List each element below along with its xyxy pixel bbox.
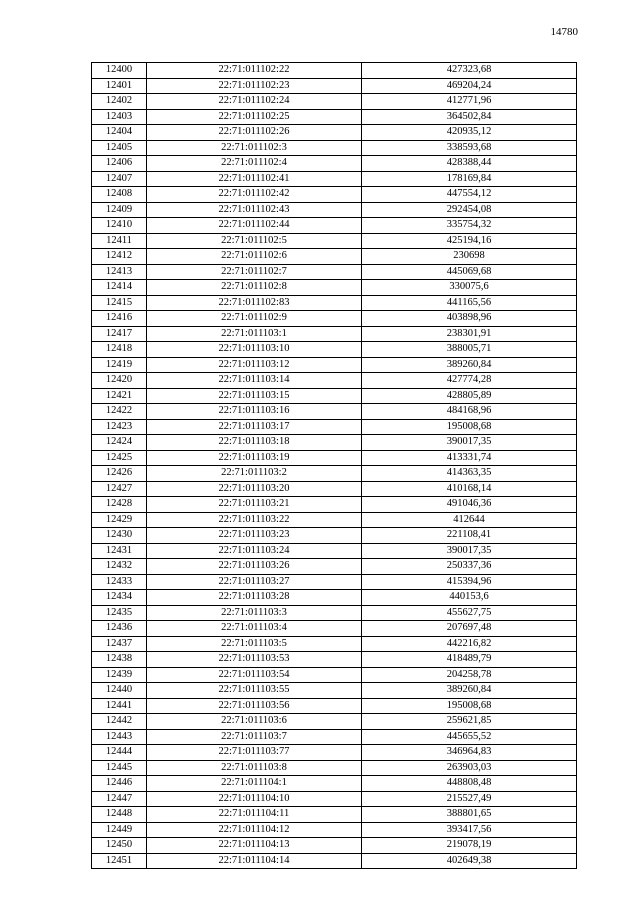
value-cell: 403898,96 [362,311,577,327]
cadastral-number-cell: 22:71:011103:56 [147,698,362,714]
value-cell: 428805,89 [362,388,577,404]
value-cell: 292454,08 [362,202,577,218]
value-cell: 425194,16 [362,233,577,249]
row-number-cell: 12441 [92,698,147,714]
cadastral-number-cell: 22:71:011103:7 [147,729,362,745]
value-cell: 447554,12 [362,187,577,203]
cadastral-number-cell: 22:71:011102:4 [147,156,362,172]
value-cell: 420935,12 [362,125,577,141]
table-row [92,156,577,172]
row-number-cell: 12444 [92,745,147,761]
cadastral-number-cell: 22:71:011104:10 [147,791,362,807]
cadastral-number-cell: 22:71:011103:3 [147,605,362,621]
cadastral-number-cell: 22:71:011102:43 [147,202,362,218]
cadastral-number-cell: 22:71:011102:8 [147,280,362,296]
row-number-cell: 12416 [92,311,147,327]
row-number-cell: 12428 [92,497,147,513]
table-row [92,295,577,311]
cadastral-number-cell: 22:71:011103:8 [147,760,362,776]
value-cell: 389260,84 [362,683,577,699]
cadastral-number-cell: 22:71:011103:17 [147,419,362,435]
table-row [92,698,577,714]
value-cell: 207697,48 [362,621,577,637]
row-number-cell: 12401 [92,78,147,94]
value-cell: 413331,74 [362,450,577,466]
cadastral-number-cell: 22:71:011104:1 [147,776,362,792]
cadastral-number-cell: 22:71:011103:15 [147,388,362,404]
cadastral-number-cell: 22:71:011104:13 [147,838,362,854]
value-cell: 455627,75 [362,605,577,621]
table-row [92,435,577,451]
table-row [92,807,577,823]
row-number-cell: 12406 [92,156,147,172]
value-cell: 393417,56 [362,822,577,838]
cadastral-number-cell: 22:71:011103:18 [147,435,362,451]
row-number-cell: 12443 [92,729,147,745]
table-row [92,326,577,342]
row-number-cell: 12429 [92,512,147,528]
table-row [92,729,577,745]
table-row [92,714,577,730]
page-number: 14780 [550,26,578,38]
value-cell: 415394,96 [362,574,577,590]
row-number-cell: 12448 [92,807,147,823]
row-number-cell: 12421 [92,388,147,404]
value-cell: 338593,68 [362,140,577,156]
table-row [92,512,577,528]
table-row [92,853,577,869]
row-number-cell: 12412 [92,249,147,265]
cadastral-number-cell: 22:71:011103:23 [147,528,362,544]
table-row [92,667,577,683]
row-number-cell: 12445 [92,760,147,776]
table-row [92,280,577,296]
table-row [92,249,577,265]
value-cell: 440153,6 [362,590,577,606]
table-row [92,574,577,590]
table-row [92,171,577,187]
table-row [92,404,577,420]
row-number-cell: 12418 [92,342,147,358]
value-cell: 230698 [362,249,577,265]
value-cell: 441165,56 [362,295,577,311]
value-cell: 412644 [362,512,577,528]
value-cell: 448808,48 [362,776,577,792]
row-number-cell: 12420 [92,373,147,389]
cadastral-number-cell: 22:71:011103:21 [147,497,362,513]
row-number-cell: 12435 [92,605,147,621]
value-cell: 178169,84 [362,171,577,187]
cadastral-number-cell: 22:71:011102:22 [147,63,362,79]
value-cell: 390017,35 [362,435,577,451]
cadastral-number-cell: 22:71:011102:3 [147,140,362,156]
value-cell: 259621,85 [362,714,577,730]
row-number-cell: 12425 [92,450,147,466]
cadastral-number-cell: 22:71:011103:28 [147,590,362,606]
table-row [92,760,577,776]
value-cell: 335754,32 [362,218,577,234]
cadastral-number-cell: 22:71:011102:41 [147,171,362,187]
row-number-cell: 12413 [92,264,147,280]
cadastral-number-cell: 22:71:011103:27 [147,574,362,590]
table-row [92,822,577,838]
row-number-cell: 12404 [92,125,147,141]
value-cell: 469204,24 [362,78,577,94]
cadastral-number-cell: 22:71:011102:9 [147,311,362,327]
row-number-cell: 12440 [92,683,147,699]
row-number-cell: 12427 [92,481,147,497]
value-cell: 263903,03 [362,760,577,776]
row-number-cell: 12423 [92,419,147,435]
cadastral-number-cell: 22:71:011103:77 [147,745,362,761]
cadastral-number-cell: 22:71:011102:83 [147,295,362,311]
cadastral-number-cell: 22:71:011104:12 [147,822,362,838]
row-number-cell: 12447 [92,791,147,807]
cadastral-number-cell: 22:71:011103:24 [147,543,362,559]
table-row [92,187,577,203]
row-number-cell: 12432 [92,559,147,575]
cadastral-number-cell: 22:71:011102:25 [147,109,362,125]
value-cell: 330075,6 [362,280,577,296]
cadastral-number-cell: 22:71:011102:6 [147,249,362,265]
row-number-cell: 12414 [92,280,147,296]
cadastral-number-cell: 22:71:011102:26 [147,125,362,141]
row-number-cell: 12408 [92,187,147,203]
table-row [92,218,577,234]
value-cell: 388801,65 [362,807,577,823]
cadastral-number-cell: 22:71:011103:1 [147,326,362,342]
value-cell: 195008,68 [362,698,577,714]
table-row [92,543,577,559]
value-cell: 410168,14 [362,481,577,497]
row-number-cell: 12446 [92,776,147,792]
table-row [92,78,577,94]
cadastral-number-cell: 22:71:011102:24 [147,94,362,110]
value-cell: 219078,19 [362,838,577,854]
row-number-cell: 12450 [92,838,147,854]
row-number-cell: 12407 [92,171,147,187]
table-row [92,63,577,79]
table-row [92,202,577,218]
cadastral-number-cell: 22:71:011104:11 [147,807,362,823]
table-row [92,683,577,699]
value-cell: 491046,36 [362,497,577,513]
cadastral-number-cell: 22:71:011103:14 [147,373,362,389]
value-cell: 427323,68 [362,63,577,79]
row-number-cell: 12424 [92,435,147,451]
cadastral-number-cell: 22:71:011102:23 [147,78,362,94]
cadastral-number-cell: 22:71:011103:53 [147,652,362,668]
value-cell: 445069,68 [362,264,577,280]
value-cell: 388005,71 [362,342,577,358]
table-row [92,497,577,513]
value-cell: 442216,82 [362,636,577,652]
value-cell: 389260,84 [362,357,577,373]
row-number-cell: 12400 [92,63,147,79]
value-cell: 402649,38 [362,853,577,869]
value-cell: 215527,49 [362,791,577,807]
row-number-cell: 12403 [92,109,147,125]
cadastral-number-cell: 22:71:011103:4 [147,621,362,637]
row-number-cell: 12434 [92,590,147,606]
cadastral-number-cell: 22:71:011103:10 [147,342,362,358]
row-number-cell: 12419 [92,357,147,373]
table-row [92,373,577,389]
table-row [92,745,577,761]
row-number-cell: 12409 [92,202,147,218]
value-cell: 346964,83 [362,745,577,761]
table-row [92,636,577,652]
cadastral-number-cell: 22:71:011103:16 [147,404,362,420]
cadastral-number-cell: 22:71:011103:22 [147,512,362,528]
table-row [92,590,577,606]
table-row [92,311,577,327]
row-number-cell: 12426 [92,466,147,482]
table-row [92,652,577,668]
table-row [92,466,577,482]
row-number-cell: 12438 [92,652,147,668]
row-number-cell: 12417 [92,326,147,342]
table-row [92,791,577,807]
value-cell: 484168,96 [362,404,577,420]
cadastral-number-cell: 22:71:011102:42 [147,187,362,203]
row-number-cell: 12442 [92,714,147,730]
table-row [92,109,577,125]
value-cell: 221108,41 [362,528,577,544]
row-number-cell: 12422 [92,404,147,420]
row-number-cell: 12430 [92,528,147,544]
value-cell: 364502,84 [362,109,577,125]
value-cell: 414363,35 [362,466,577,482]
cadastral-number-cell: 22:71:011103:20 [147,481,362,497]
cadastral-number-cell: 22:71:011104:14 [147,853,362,869]
row-number-cell: 12405 [92,140,147,156]
row-number-cell: 12436 [92,621,147,637]
table-row [92,481,577,497]
cadastral-number-cell: 22:71:011102:7 [147,264,362,280]
table-row [92,528,577,544]
table-row [92,357,577,373]
value-cell: 418489,79 [362,652,577,668]
table-row [92,140,577,156]
cadastral-number-cell: 22:71:011103:2 [147,466,362,482]
value-cell: 390017,35 [362,543,577,559]
cadastral-number-cell: 22:71:011103:54 [147,667,362,683]
value-cell: 238301,91 [362,326,577,342]
row-number-cell: 12402 [92,94,147,110]
cadastral-number-cell: 22:71:011103:55 [147,683,362,699]
value-cell: 250337,36 [362,559,577,575]
row-number-cell: 12415 [92,295,147,311]
table-row [92,264,577,280]
cadastral-number-cell: 22:71:011103:19 [147,450,362,466]
data-table [91,62,577,869]
value-cell: 428388,44 [362,156,577,172]
cadastral-number-cell: 22:71:011103:5 [147,636,362,652]
row-number-cell: 12439 [92,667,147,683]
table-row [92,125,577,141]
table-row [92,559,577,575]
row-number-cell: 12411 [92,233,147,249]
row-number-cell: 12451 [92,853,147,869]
cadastral-number-cell: 22:71:011103:26 [147,559,362,575]
table-row [92,342,577,358]
value-cell: 427774,28 [362,373,577,389]
row-number-cell: 12433 [92,574,147,590]
row-number-cell: 12437 [92,636,147,652]
table-row [92,605,577,621]
table-row [92,233,577,249]
value-cell: 195008,68 [362,419,577,435]
cadastral-number-cell: 22:71:011103:12 [147,357,362,373]
cadastral-number-cell: 22:71:011103:6 [147,714,362,730]
row-number-cell: 12431 [92,543,147,559]
row-number-cell: 12410 [92,218,147,234]
table-row [92,621,577,637]
table-row [92,838,577,854]
cadastral-number-cell: 22:71:011102:5 [147,233,362,249]
value-cell: 412771,96 [362,94,577,110]
table-row [92,388,577,404]
table-row [92,94,577,110]
value-cell: 445655,52 [362,729,577,745]
cadastral-number-cell: 22:71:011102:44 [147,218,362,234]
table-row [92,450,577,466]
value-cell: 204258,78 [362,667,577,683]
table-row [92,776,577,792]
table-row [92,419,577,435]
row-number-cell: 12449 [92,822,147,838]
table-body [92,63,577,869]
